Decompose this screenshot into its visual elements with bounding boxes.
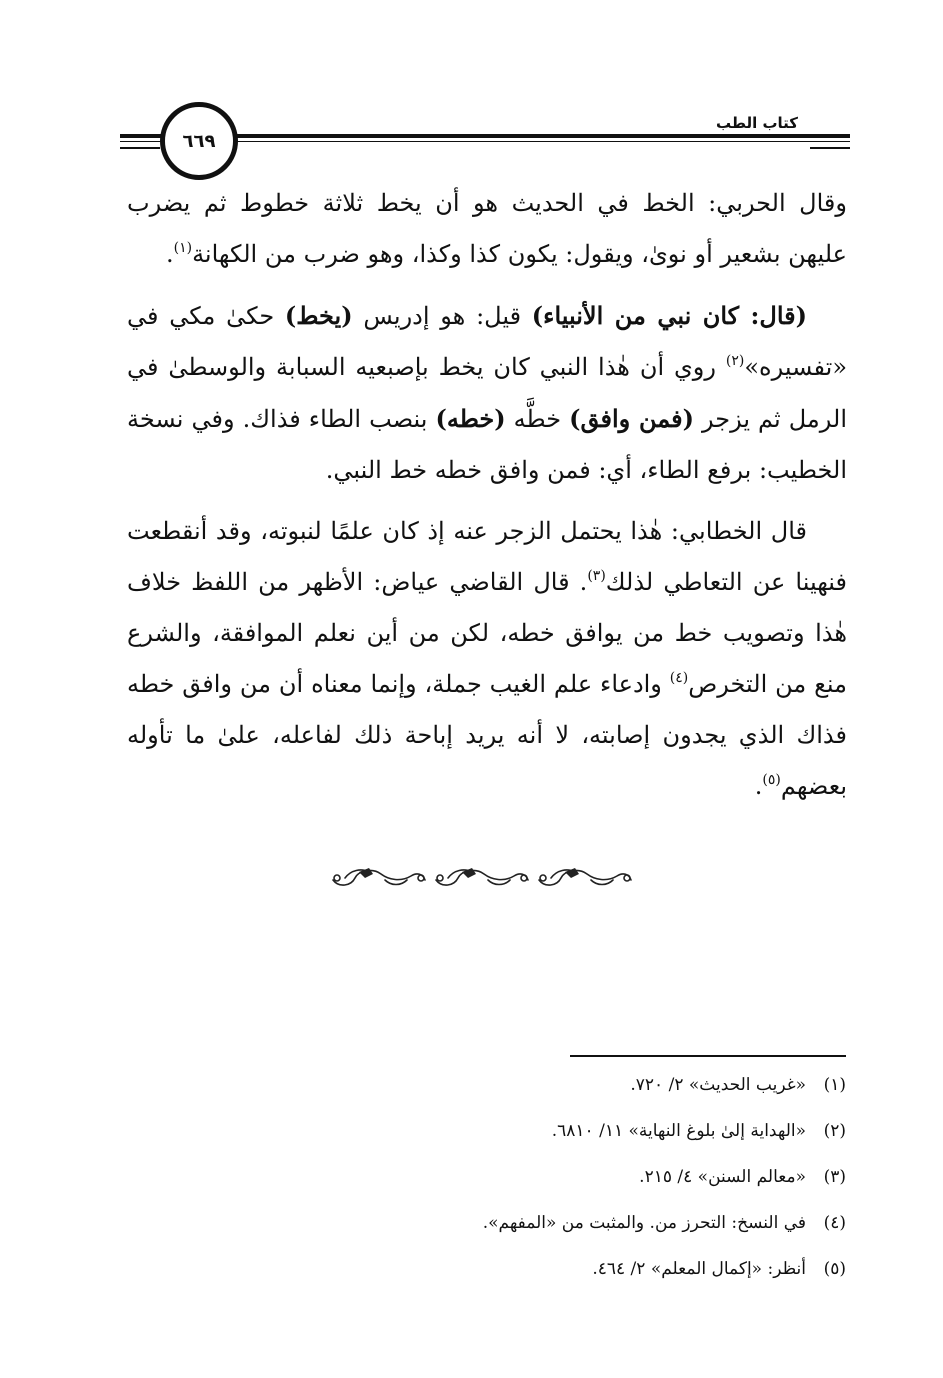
paragraph-3 <box>127 506 847 812</box>
footnote-text: «الهداية إلىٰ بلوغ النهاية» ١١/ ٦٨١٠. <box>551 1121 806 1141</box>
footnote-text: في النسخ: التحرز من. والمثبت من «المفهم». <box>482 1213 806 1233</box>
paragraph-1-end: . <box>165 240 174 268</box>
paragraph-1-text: وقال الحربي: الخط في الحديث هو أن يخط ثلاثة خطوط ثم يضرب عليهن بشعير أو نوىٰ، ويقول: يكون كذا وكذا، وهو ضرب من الكهانة <box>127 189 847 268</box>
footnote-ref-3[interactable]: (٣) <box>587 568 606 584</box>
header-rule-left <box>120 147 160 149</box>
paragraph-3-end: . <box>754 772 763 800</box>
footnote-number: (١) <box>823 1075 846 1095</box>
paragraph-2-text-3: روي أن هٰذا النبي كان يخط بإصبعيه السبابة والوسطىٰ في الرمل ثم يزجر <box>127 353 848 433</box>
footnote-5 <box>246 1246 846 1292</box>
footnote-4 <box>246 1200 846 1246</box>
paragraph-1 <box>127 178 847 280</box>
paragraph-2-text-2: حكىٰ مكي في «تفسيره» <box>127 302 847 381</box>
paragraph-3-text-1: قال الخطابي: هٰذا يحتمل الزجر عنه إذ كان علمًا لنبوته، وقد أنقطعت فنهينا عن التعاطي لذلك <box>127 517 847 596</box>
hadith-quote-4: (خطه) <box>435 404 506 433</box>
footnote-text: «غريب الحديث» ٢/ ٧٢٠. <box>630 1075 806 1095</box>
main-text <box>127 178 847 822</box>
footnote-2 <box>246 1108 846 1154</box>
paragraph-3-text-2: . قال القاضي عياض: الأظهر من اللفظ خلاف هٰذا وتصويب خط من يوافق خطه، لكن من أين نعلم الموافقة، والشرع منع من التخرص <box>127 568 847 698</box>
footnote-1 <box>246 1062 846 1108</box>
footnote-ref-2[interactable]: (٢) <box>725 353 745 369</box>
paragraph-2-text-1: قيل: هو إدريس <box>352 302 532 330</box>
chapter-title: كتاب الطب <box>706 114 808 132</box>
hadith-quote-2: (يخط) <box>284 301 353 330</box>
footnote-number: (٥) <box>823 1259 846 1279</box>
footnotes <box>246 1062 846 1292</box>
page-number-badge <box>160 102 238 180</box>
hadith-quote-1: (قال: كان نبي من الأنبياء) <box>531 301 807 330</box>
section-divider-ornament <box>325 858 635 894</box>
footnote-3 <box>246 1154 846 1200</box>
footnote-ref-4[interactable]: (٤) <box>669 670 689 686</box>
header-rule-right <box>810 147 850 149</box>
paragraph-2-text-4: خطَّه <box>505 405 570 433</box>
page-number: ٦٦٩ <box>182 130 216 152</box>
footnote-number: (٣) <box>823 1167 846 1187</box>
footnote-ref-1[interactable]: (١) <box>173 240 193 256</box>
footnote-text: «معالم السنن» ٤/ ٢١٥. <box>639 1167 806 1187</box>
paragraph-2 <box>127 290 847 496</box>
paragraph-3-text-3: وادعاء علم الغيب جملة، وإنما معناه أن من وافق خطه فذاك الذي يجدون إصابته، لا أنه يريد إباحة ذلك لفاعله، علىٰ ما تأوله بعضهم <box>127 670 847 800</box>
footnote-number: (٤) <box>823 1213 846 1233</box>
footnote-number: (٢) <box>823 1121 846 1141</box>
footnote-ref-5[interactable]: (٥) <box>762 772 781 788</box>
footnote-separator <box>570 1055 846 1057</box>
footnote-text: أنظر: «إكمال المعلم» ٢/ ٤٦٤. <box>592 1259 806 1279</box>
paragraph-2-text-5: بنصب الطاء فذاك. وفي نسخة الخطيب: برفع الطاء، أي: فمن وافق خطه خط النبي. <box>127 405 847 484</box>
hadith-quote-3: (فمن وافق) <box>569 404 694 433</box>
page-header <box>120 100 850 180</box>
